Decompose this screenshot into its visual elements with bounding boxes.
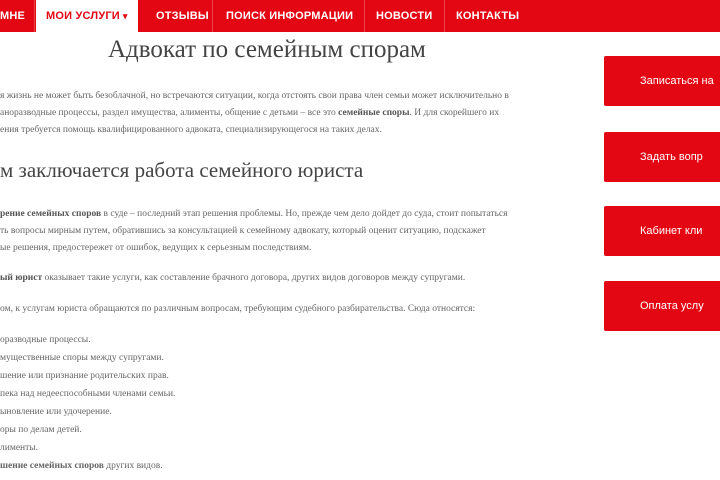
- nav-item-reviews[interactable]: ОТЗЫВЫ: [156, 10, 209, 22]
- payment-button[interactable]: Оплата услу: [604, 281, 720, 331]
- list-item: пека над недееспособными членами семьи.: [0, 389, 176, 399]
- para1-text: в суде – последний этап решения проблемы. Но, прежде чем дело дойдет до суда, стоит попытаться: [101, 209, 508, 219]
- list-item: шение или признание родительских прав.: [0, 371, 169, 381]
- intro-line-1: я жизнь не может быть безоблачной, но встречаются ситуации, когда отстоять свои права член семьи может исключительно в: [0, 91, 509, 101]
- para3: ом, к услугам юриста обращаются по различным вопросам, требующим судебного разбирательства. Сюда относятся:: [0, 304, 476, 314]
- top-navigation: [0, 0, 720, 32]
- section-title: м заключается работа семейного юриста: [0, 158, 364, 182]
- nav-item-news[interactable]: НОВОСТИ: [376, 10, 433, 22]
- list-item: ыновление или удочерение.: [0, 407, 112, 417]
- para1-highlight: рение семейных споров: [0, 209, 102, 219]
- nav-item-contacts[interactable]: КОНТАКТЫ: [456, 10, 520, 22]
- nav-divider: [34, 0, 35, 32]
- list-item: оразводные процессы.: [0, 335, 91, 345]
- intro-text: аноразводные процессы, раздел имущества, алименты, общение с детьми – все это: [0, 108, 339, 118]
- page-title: Адвокат по семейным спорам: [108, 36, 426, 63]
- nav-item-about[interactable]: МНЕ: [0, 10, 26, 22]
- list-item: мущественные споры между супругами.: [0, 353, 164, 363]
- para1-line-2: ть вопросы мирным путем, обратившись за консультацией к семейному адвокату, который оценит ситуацию, подскажет: [0, 226, 486, 236]
- ask-question-button[interactable]: Задать вопр: [604, 132, 720, 182]
- para2-highlight: ый юрист: [0, 273, 43, 283]
- nav-item-services-label: МОИ УСЛУГИ: [46, 10, 120, 22]
- nav-divider: [212, 0, 213, 32]
- book-appointment-button[interactable]: Записаться на: [604, 56, 720, 106]
- para2: [0, 270, 580, 287]
- list-item: лименты.: [0, 443, 39, 453]
- intro-text: . И для скорейшего их: [409, 108, 500, 118]
- nav-item-services[interactable]: [36, 0, 138, 32]
- list-item-highlight: шение семейных споров: [0, 461, 104, 471]
- para2-text: оказывает такие услуги, как составление брачного договора, других видов договоров между супругами.: [42, 273, 466, 283]
- client-cabinet-button[interactable]: Кабинет кли: [604, 206, 720, 256]
- nav-item-search[interactable]: ПОИСК ИНФОРМАЦИИ: [226, 10, 354, 22]
- nav-divider: [364, 0, 365, 32]
- intro-highlight: семейные споры: [338, 108, 410, 118]
- caret-down-icon: ▾: [122, 11, 128, 21]
- intro-line-3: ения требуется помощь квалифицированного адвоката, специализирующегося на таких делах.: [0, 125, 382, 135]
- nav-divider: [444, 0, 445, 32]
- para1-line-3: ые решения, предостережет от ошибок, ведущих к серьезным последствиям.: [0, 243, 312, 253]
- intro-line-2: [0, 105, 580, 122]
- list-item: оры по делам детей.: [0, 425, 82, 435]
- list-item: [0, 458, 580, 475]
- list-item-text: других видов.: [103, 461, 163, 471]
- para1-line-1: [0, 206, 580, 223]
